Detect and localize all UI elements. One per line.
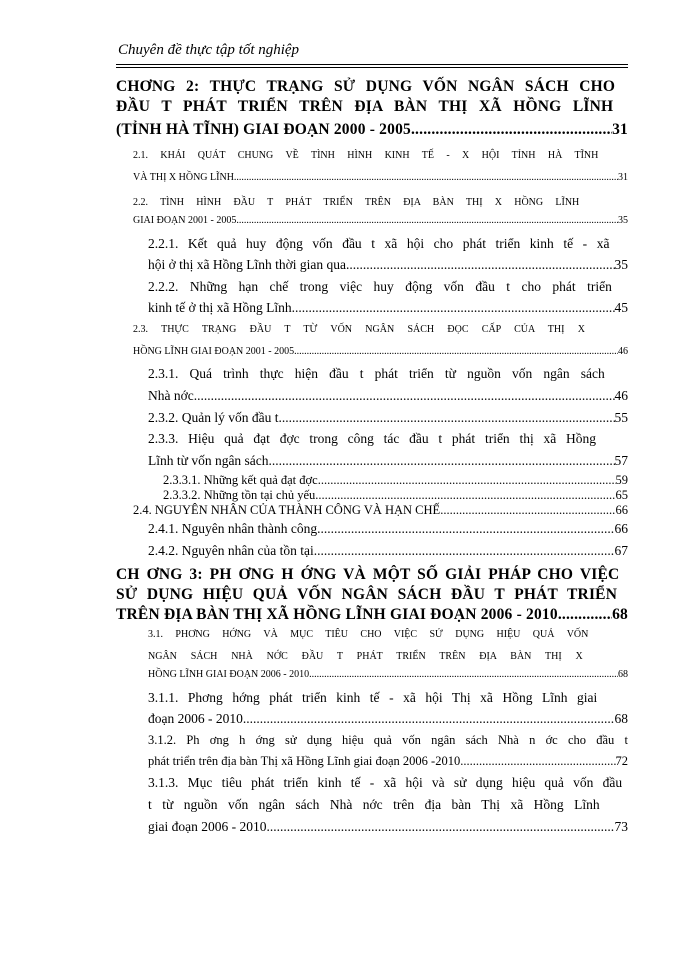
toc-line-s312-line1 — [148, 733, 628, 748]
toc-line-s311-line1 — [148, 690, 628, 706]
dot-leader — [318, 473, 616, 488]
toc-entry-text: đoạn 2006 - 2010 — [148, 711, 243, 726]
toc-line-s312-line2 — [148, 754, 628, 769]
toc-entry-text: 2.1. KHÁI QUÁT CHUNG VỀ TÌNH HÌNH KINH TẾ - X HỘI TỈNH HÀ TĨNH — [133, 150, 599, 161]
toc-line-s2332-line1 — [163, 488, 628, 503]
toc-line-s31-line2 — [148, 651, 628, 662]
toc-line-s222-line1 — [148, 279, 628, 295]
toc-entry-text: SỬ DỤNG HIỆU QUẢ VỐN NGÂN SÁCH ĐẦU T PHÁT TRIỂN — [116, 586, 618, 603]
toc-line-s21-line2 — [133, 172, 628, 183]
toc-page-number: 67 — [614, 543, 628, 558]
toc-page-number: 46 — [618, 346, 628, 357]
toc-entry-text: 3.1. PHƠNG HỚNG VÀ MỤC TIÊU CHO VIỆC SỬ DỤNG HIỆU QUẢ VỐN — [148, 629, 589, 640]
page-header: Chuyên đề thực tập tốt nghiệp — [118, 42, 300, 58]
toc-page-number: 73 — [614, 819, 628, 834]
dot-leader — [279, 410, 615, 426]
toc-entry-text: 2.2. TÌNH HÌNH ĐẦU T PHÁT TRIỂN TRÊN ĐỊA BÀN THỊ X HỒNG LĨNH — [133, 197, 580, 208]
toc-line-s231-line1 — [148, 366, 628, 382]
toc-entry-text: 2.3. THỰC TRẠNG ĐẦU T TỪ VỐN NGÂN SÁCH ĐỌC CẤP CỦA THỊ X — [133, 324, 585, 335]
toc-page-number: 35 — [618, 215, 628, 226]
toc-line-ch2-line3 — [116, 121, 628, 139]
toc-line-s31-line1 — [148, 629, 628, 640]
toc-entry-text: Lĩnh từ vốn ngân sách — [148, 453, 269, 468]
toc-page-number: 57 — [614, 453, 628, 468]
toc-entry-text: 2.2.1. Kết quả huy động vốn đầu t xã hội cho phát triển kinh tế - xã — [148, 236, 610, 251]
toc-entry-text: CHƠNG 2: THỰC TRẠNG SỬ DỤNG VỐN NGÂN SÁCH CHO — [116, 78, 616, 95]
toc-line-ch2-line1 — [116, 78, 628, 96]
toc-entry-text: giai đoạn 2006 - 2010 — [148, 819, 267, 834]
header-rule-bottom — [116, 67, 628, 68]
toc-entry-text: 2.3.3.1. Những kết quả đạt đợc — [163, 473, 318, 487]
toc-entry-text: CH ƠNG 3: PH ƠNG H ỚNG VÀ MỘT SỐ GIẢI PHÁP CHO VIỆC — [116, 566, 620, 583]
toc-page-number: 66 — [614, 521, 628, 536]
dot-leader — [309, 669, 618, 680]
toc-entry-text: HỒNG LĨNH GIAI ĐOẠN 2001 - 2005 — [133, 346, 295, 357]
toc-line-s313-line2 — [148, 797, 628, 813]
toc-entry-text: (TỈNH HÀ TĨNH) GIAI ĐOẠN 2000 - 2005 — [116, 121, 411, 138]
dot-leader — [236, 215, 618, 226]
toc-entry-text: VÀ THỊ X HỒNG LĨNH — [133, 172, 234, 183]
toc-entry-text: 2.3.3. Hiệu quả đạt đợc trong công tác đầu t phát triển thị xã Hồng — [148, 431, 596, 446]
toc-entry-text: t từ nguồn vốn ngân sách Nhà nớc trên địa bàn Thị xã Hồng Lĩnh — [148, 797, 600, 812]
dot-leader — [440, 503, 615, 518]
dot-leader — [194, 388, 615, 404]
toc-page-number: 59 — [615, 473, 628, 487]
dot-leader — [558, 606, 612, 624]
header-rule-top — [116, 64, 628, 65]
dot-leader — [346, 257, 614, 273]
toc-entry-text: TRÊN ĐỊA BÀN THỊ XÃ HỒNG LĨNH GIAI ĐOẠN 2006 - 2010 — [116, 606, 558, 623]
toc-entry-text: NGÂN SÁCH NHÀ NỚC ĐẦU T PHÁT TRIỂN TRÊN ĐỊA BÀN THỊ X — [148, 651, 583, 662]
toc-entry-text: 2.3.3.2. Những tồn tại chủ yếu — [163, 488, 316, 502]
toc-line-ch3-line2 — [116, 586, 628, 604]
toc-line-s22-line2 — [133, 215, 628, 226]
dot-leader — [317, 521, 614, 537]
dot-leader — [314, 543, 615, 559]
toc-page-number: 68 — [612, 606, 628, 623]
toc-line-s24-line1 — [133, 503, 628, 518]
toc-line-s232-line1 — [148, 410, 628, 426]
toc-line-ch2-line2 — [116, 98, 628, 116]
toc-page-number: 45 — [614, 300, 628, 315]
toc-entry-text: GIAI ĐOẠN 2001 - 2005 — [133, 215, 237, 226]
toc-page-number: 66 — [615, 503, 628, 517]
toc-line-s313-line3 — [148, 819, 628, 835]
toc-entry-text: 2.4. NGUYÊN NHÂN CỦA THÀNH CÔNG VÀ HẠN CHẾ — [133, 503, 441, 517]
toc-page-number: 72 — [615, 754, 628, 768]
toc-entry-text: 3.1.1. Phơng hớng phát triển kinh tế - xã hội Thị xã Hồng Lĩnh giai — [148, 690, 598, 705]
toc-line-s221-line1 — [148, 236, 628, 252]
toc-page-number: 31 — [618, 172, 628, 183]
toc-line-s31-line3 — [148, 669, 628, 680]
dot-leader — [243, 711, 615, 727]
toc-entry-text: Nhà nớc — [148, 388, 194, 403]
dot-leader — [269, 453, 615, 469]
toc-line-s22-line1 — [133, 197, 628, 208]
toc-line-s23-line1 — [133, 324, 628, 335]
toc-line-s23-line2 — [133, 346, 628, 357]
toc-entry-text: hội ở thị xã Hồng Lĩnh thời gian qua — [148, 257, 347, 272]
toc-page-number: 68 — [614, 711, 628, 726]
toc-line-s242-line1 — [148, 543, 628, 559]
toc-entry-text: 3.1.2. Ph ơng h ớng sử dụng hiệu quả vốn ngân sách Nhà n ớc cho đầu t — [148, 733, 628, 747]
toc-page-number: 31 — [612, 121, 628, 138]
toc-entry-text: 2.2.2. Những hạn chế trong việc huy động vốn đầu t cho phát triển — [148, 279, 612, 294]
toc-line-ch3-line1 — [116, 566, 628, 584]
toc-entry-text: HỒNG LĨNH GIAI ĐOẠN 2006 - 2010 — [148, 669, 310, 680]
dot-leader — [460, 754, 615, 769]
toc-entry-text: 2.4.1. Nguyên nhân thành công — [148, 521, 318, 536]
dot-leader — [411, 121, 612, 139]
toc-entry-text: ĐẦU T PHÁT TRIỂN TRÊN ĐỊA BÀN THỊ XÃ HỒNG LĨNH — [116, 98, 614, 115]
toc-entry-text: kinh tế ở thị xã Hồng Lĩnh — [148, 300, 292, 315]
dot-leader — [234, 172, 618, 183]
dot-leader — [292, 300, 615, 316]
toc-line-s221-line2 — [148, 257, 628, 273]
toc-page-number: 65 — [615, 488, 628, 502]
toc-entry-text: 3.1.3. Mục tiêu phát triển kinh tế - xã hội và sử dụng hiệu quả vốn đầu — [148, 775, 623, 790]
toc-line-s2331-line1 — [163, 473, 628, 488]
toc-line-s231-line2 — [148, 388, 628, 404]
toc-line-s222-line2 — [148, 300, 628, 316]
toc-page-number: 46 — [614, 388, 628, 403]
toc-line-s21-line1 — [133, 150, 628, 161]
toc-line-s313-line1 — [148, 775, 628, 791]
dot-leader — [266, 819, 614, 835]
toc-line-ch3-line3 — [116, 606, 628, 624]
toc-line-s241-line1 — [148, 521, 628, 537]
toc-entry-text: 2.3.2. Quản lý vốn đầu t — [148, 410, 279, 425]
toc-entry-text: 2.4.2. Nguyên nhân của tồn tại — [148, 543, 314, 558]
toc-line-s233-line1 — [148, 431, 628, 447]
toc-page-number: 55 — [614, 410, 628, 425]
dot-leader — [315, 488, 615, 503]
toc-entry-text: 2.3.1. Quá trình thực hiện đầu t phát triển từ nguồn vốn ngân sách — [148, 366, 605, 381]
toc-entry-text: phát triển trên địa bàn Thị xã Hồng Lĩnh giai đoạn 2006 -2010 — [148, 754, 461, 768]
toc-page-number: 68 — [618, 669, 628, 680]
toc-line-s233-line2 — [148, 453, 628, 469]
toc-line-s311-line2 — [148, 711, 628, 727]
dot-leader — [294, 346, 618, 357]
toc-page-number: 35 — [614, 257, 628, 272]
